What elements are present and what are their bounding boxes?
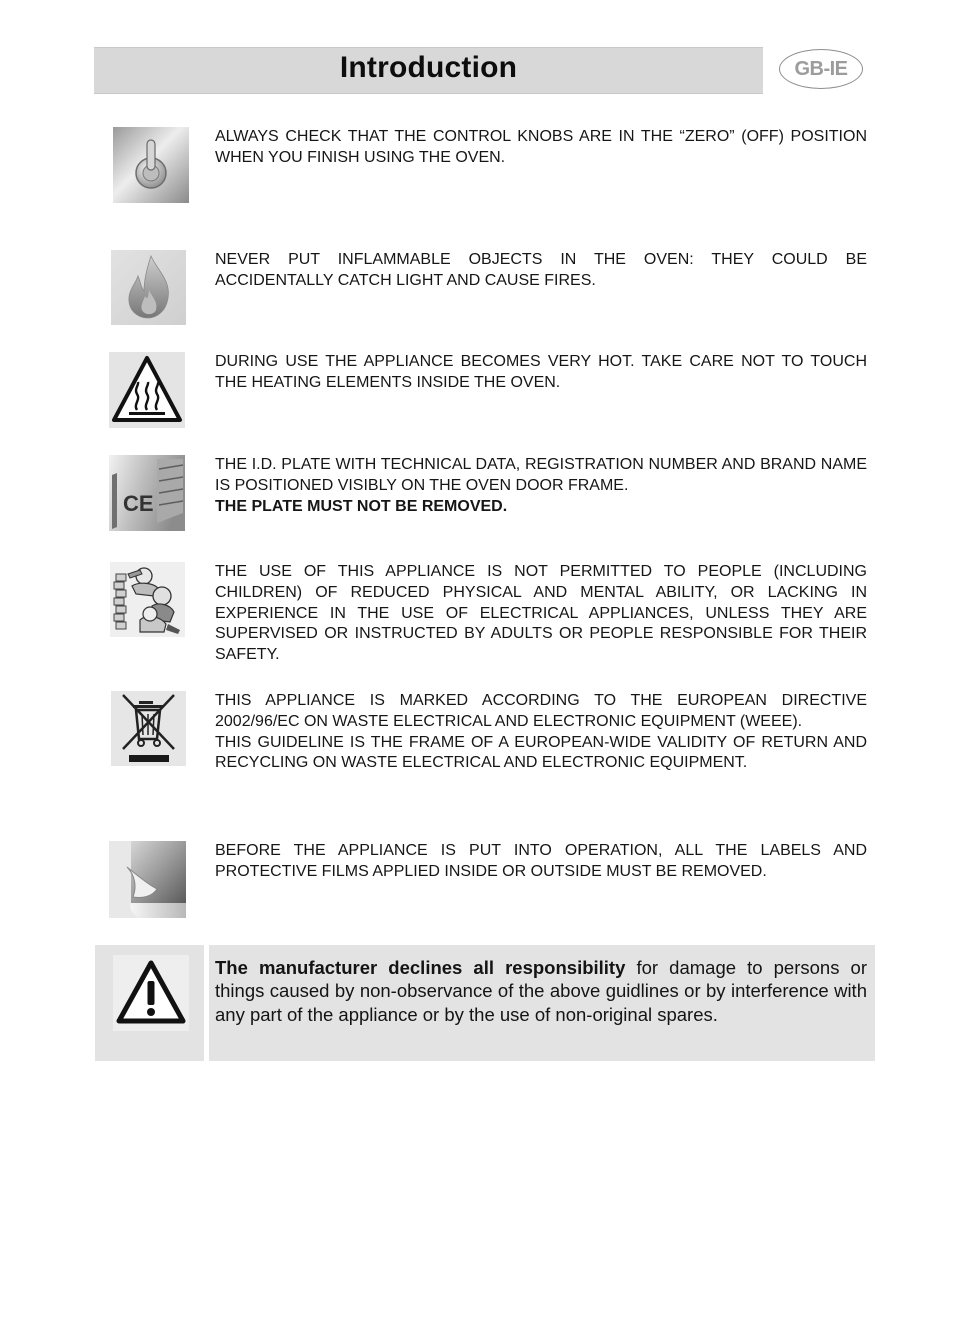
protective-film-icon	[109, 841, 186, 918]
country-badge: GB-IE	[779, 49, 863, 89]
crossed-out-bin-icon	[111, 691, 186, 766]
flame-icon	[111, 250, 186, 325]
page-header	[94, 47, 763, 94]
ce-plate-icon	[109, 455, 185, 531]
manufacturer-disclaimer	[215, 956, 867, 1026]
notice-icon-panel	[95, 945, 204, 1061]
page-title: Introduction	[339, 51, 518, 84]
warning-text-knobs: ALWAYS CHECK THAT THE CONTROL KNOBS ARE IN THE “ZERO” (OFF) POSITION WHEN YOU FINISH USING THE OVEN.	[215, 128, 867, 166]
svg-text:CE: CE	[123, 491, 154, 516]
warning-text-supervision: THE USE OF THIS APPLIANCE IS NOT PERMITTED TO PEOPLE (INCLUDING CHILDREN) OF REDUCED PHYSICAL AND MENTAL ABILITY, OR LACKING IN EXPERIENCE IN THE USE OF ELECTRICAL APPLIANCES, UNLESS THEY ARE SUPERVISED OR INSTRUCTED BY ADULTS OR PEOPLE RESPONSIBLE FOR THEIR SAFETY.	[215, 563, 867, 664]
hot-surface-warning-icon	[109, 352, 185, 428]
warning-text-plate-bold: THE PLATE MUST NOT BE REMOVED.	[215, 497, 508, 515]
disclaimer-text: for damage to persons or things caused by non-observance of the above guidlines or by interference with any part of the appliance or by the use of non-original spares.	[215, 957, 868, 1025]
warning-text-inflammable: NEVER PUT INFLAMMABLE OBJECTS IN THE OVEN: THEY COULD BE ACCIDENTALLY CATCH LIGHT AND CAUSE FIRES.	[215, 251, 867, 289]
warning-text-id-plate: THE I.D. PLATE WITH TECHNICAL DATA, REGISTRATION NUMBER AND BRAND NAME IS POSITIONED VISIBLY ON THE OVEN DOOR FRAME. THE PLATE MUST NOT BE REMOVED.	[215, 455, 867, 517]
disclaimer-bold: The manufacturer declines all responsibility	[215, 957, 626, 978]
control-knob-icon	[113, 127, 189, 203]
children-playing-icon	[110, 562, 185, 637]
warning-text-hot: DURING USE THE APPLIANCE BECOMES VERY HOT. TAKE CARE NOT TO TOUCH THE HEATING ELEMENTS INSIDE THE OVEN.	[215, 353, 867, 391]
exclamation-warning-icon	[113, 955, 189, 1031]
warning-text-protective-films: BEFORE THE APPLIANCE IS PUT INTO OPERATION, ALL THE LABELS AND PROTECTIVE FILMS APPLIED INSIDE OR OUTSIDE MUST BE REMOVED.	[215, 842, 867, 880]
warning-text-weee: THIS APPLIANCE IS MARKED ACCORDING TO THE EUROPEAN DIRECTIVE 2002/96/EC ON WASTE ELECTRICAL AND ELECTRONIC EQUIPMENT (WEEE). THIS GUIDELINE IS THE FRAME OF A EUROPEAN-WIDE VALIDITY OF RETURN AND RECYCLING ON WASTE ELECTRICAL AND ELECTRONIC EQUIPMENT.	[215, 692, 867, 772]
